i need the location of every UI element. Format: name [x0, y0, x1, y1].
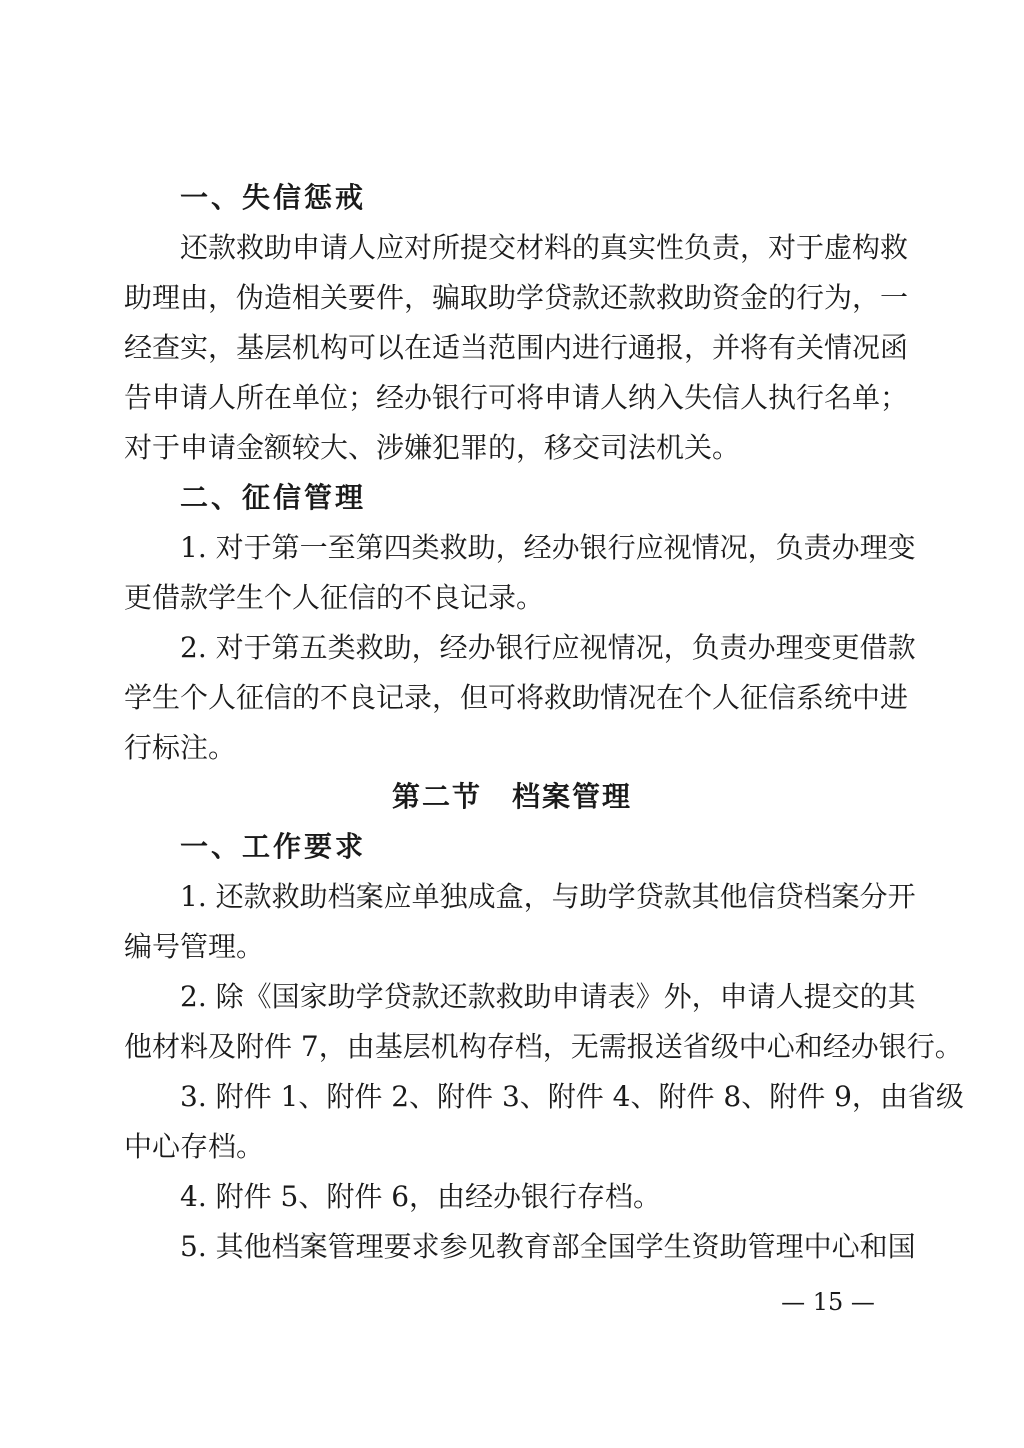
heading-credit-punishment: 一、失信惩戒: [180, 181, 367, 214]
paragraph-line: 学生个人征信的不良记录，但可将救助情况在个人征信系统中进: [124, 681, 909, 714]
paragraph-line: 2. 对于第五类救助，经办银行应视情况，负责办理变更借款: [180, 631, 916, 664]
paragraph-line: 对于申请金额较大、涉嫌犯罪的，移交司法机关。: [124, 431, 741, 464]
paragraph-line: 2. 除《国家助学贷款还款救助申请表》外，申请人提交的其: [180, 980, 916, 1013]
heading-work-requirements: 一、工作要求: [180, 830, 367, 863]
paragraph-line: 4. 附件 5、附件 6，由经办银行存档。: [180, 1180, 662, 1213]
paragraph-line: 1. 对于第一至第四类救助，经办银行应视情况，负责办理变: [180, 531, 916, 564]
paragraph-line: 还款救助申请人应对所提交材料的真实性负责，对于虚构救: [180, 231, 909, 264]
paragraph-line: 经查实，基层机构可以在适当范围内进行通报，并将有关情况函: [124, 331, 909, 364]
page-number: — 15 —: [781, 1288, 875, 1316]
paragraph-line: 3. 附件 1、附件 2、附件 3、附件 4、附件 8、附件 9，由省级: [180, 1080, 964, 1113]
section-title: 第二节 档案管理: [391, 780, 632, 813]
paragraph-line: 1. 还款救助档案应单独成盒，与助学贷款其他信贷档案分开: [180, 880, 916, 913]
paragraph-line: 中心存档。: [124, 1130, 265, 1163]
paragraph-line: 5. 其他档案管理要求参见教育部全国学生资助管理中心和国: [180, 1230, 916, 1263]
paragraph-line: 告申请人所在单位；经办银行可将申请人纳入失信人执行名单；: [124, 381, 909, 414]
paragraph-line: 助理由，伪造相关要件，骗取助学贷款还款救助资金的行为，一: [124, 281, 909, 314]
paragraph-line: 行标注。: [124, 731, 237, 764]
paragraph-line: 他材料及附件 7，由基层机构存档，无需报送省级中心和经办银行。: [124, 1030, 963, 1063]
paragraph-line: 更借款学生个人征信的不良记录。: [124, 581, 545, 614]
heading-credit-management: 二、征信管理: [180, 481, 367, 514]
paragraph-line: 编号管理。: [124, 930, 265, 963]
